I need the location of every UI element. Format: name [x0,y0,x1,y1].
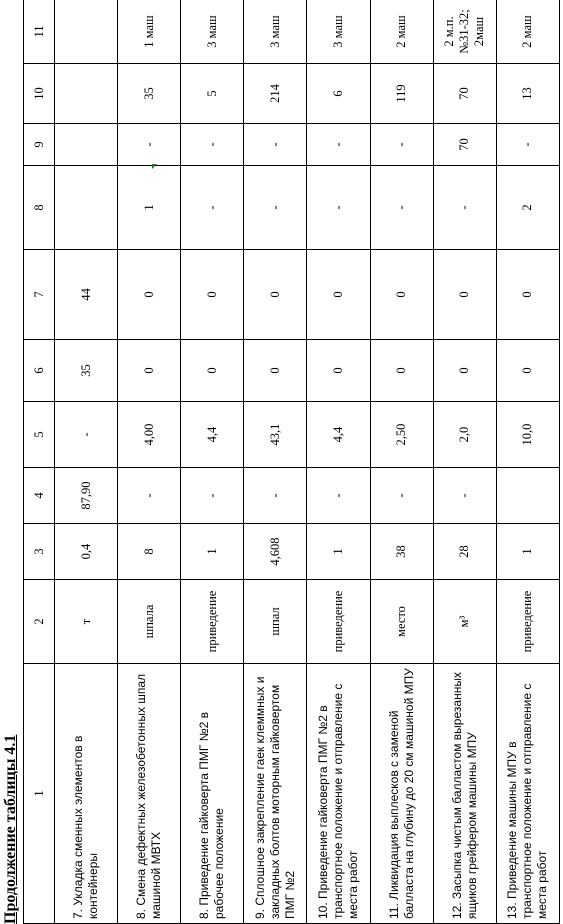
table-cell [55,124,118,166]
table-cell: - [244,468,307,524]
table-cell: 35 [118,64,181,124]
table-cell: 87,90 [55,468,118,524]
table-cell: 2 м.п. №31-32; 2маш [433,0,496,64]
table-cell: место [370,580,433,664]
table-cell: 4,4 [181,402,244,468]
cell-comment-marker [152,164,157,169]
table-cell: 0 [118,250,181,340]
table-cell: - [370,166,433,250]
table-cell: 0 [307,340,370,402]
table-cell: 1 маш [118,0,181,64]
operation-cell: 9. Сплошное закрепление гаек клеммных и закладных болтов моторным гайковертом ПМГ №2 [244,664,307,924]
table-cell: 43,1 [244,402,307,468]
table-cell: - [244,166,307,250]
table-cell: 0 [307,250,370,340]
column-number-7: 7 [24,250,55,340]
table-cell: 3 маш [181,0,244,64]
table-row [307,0,370,924]
table-cell: - [370,124,433,166]
table-cell: 2,0 [433,402,496,468]
table-cell: м³ [433,580,496,664]
table-cell: - [118,124,181,166]
table-cell: т [55,580,118,664]
operation-cell: 13. Приведение машины МПУ в транспортное положение и отправление с места работ [496,664,559,924]
table-cell: 0 [370,340,433,402]
table-cell: 2 [496,166,559,250]
operation-cell: 10. Приведение гайковерта ПМГ №2 в транспортное положение и отправление с места работ [307,664,370,924]
table-cell: - [307,468,370,524]
table-cell: шпала [118,580,181,664]
table-cell [55,0,118,64]
table-cell: приведение [181,580,244,664]
table-cell: 70 [433,64,496,124]
table-row [370,0,433,924]
table-cell: 1 [118,166,181,250]
table-cell: 0 [496,340,559,402]
table-cell: 0 [118,340,181,402]
table-row [433,0,496,924]
column-number-10: 10 [24,64,55,124]
operation-cell: 11. Ликвидация выплесков с заменой балласта на глубину до 20 см машиной МПУ [370,664,433,924]
table-cell: 13 [496,64,559,124]
table-cell: 1 [307,524,370,580]
column-number-8: 8 [24,166,55,250]
table-cell: 1 [181,524,244,580]
table-cell: - [118,468,181,524]
table-cell: 0 [181,250,244,340]
table-cell: - [370,468,433,524]
table-cell: 0,4 [55,524,118,580]
column-number-5: 5 [24,402,55,468]
table-cell: 8 [118,524,181,580]
column-number-4: 4 [24,468,55,524]
table-cell: 0 [496,250,559,340]
table-cell: 119 [370,64,433,124]
table-cell: - [433,166,496,250]
column-number-2: 2 [24,580,55,664]
table-row [244,0,307,924]
table-cell: 2 маш [370,0,433,64]
table-cell: 3 маш [244,0,307,64]
table-cell: 0 [244,250,307,340]
table-cell: 214 [244,64,307,124]
table-cell: - [181,468,244,524]
table-cell: 28 [433,524,496,580]
table-cell: 38 [370,524,433,580]
column-number-11: 11 [24,0,55,64]
table-cell: 1 [496,524,559,580]
table-cell: шпал [244,580,307,664]
table-cell [496,468,559,524]
table-cell [55,166,118,250]
table-cell: 70 [433,124,496,166]
table-cell: 3 маш [307,0,370,64]
table-cell: 35 [55,340,118,402]
table-cell: 44 [55,250,118,340]
table-cell: 4,608 [244,524,307,580]
table-cell: 4,4 [307,402,370,468]
table-cell: 0 [433,250,496,340]
table-row [118,0,181,924]
table-cell: - [307,124,370,166]
table-cell: - [433,468,496,524]
table-cell: 0 [370,250,433,340]
table-cell: - [307,166,370,250]
operation-cell: 12. Засыпка чистым балластом вырезанных ящиков грейфером машины МПУ [433,664,496,924]
table-caption: Продолжение таблицы 4.1 [2,734,19,924]
operation-cell: 7. Укладка сменных элементов в контейнеры [55,664,118,924]
table-cell: 2,50 [370,402,433,468]
table-cell: 4,00 [118,402,181,468]
table-row [181,0,244,924]
table-cell: - [181,124,244,166]
table-cell: приведение [496,580,559,664]
table-cell: 10,0 [496,402,559,468]
table-cell: 5 [181,64,244,124]
table-cell: 0 [433,340,496,402]
column-number-3: 3 [24,524,55,580]
column-number-6: 6 [24,340,55,402]
table-cell: 6 [307,64,370,124]
table-cell: - [181,166,244,250]
table-cell [55,64,118,124]
table-cell: - [496,124,559,166]
column-number-1: 1 [24,664,55,924]
table-cell: 2 маш [496,0,559,64]
column-number-9: 9 [24,124,55,166]
table-cell: - [55,402,118,468]
table-row [55,0,118,924]
table-row [496,0,559,924]
header-row [24,0,55,924]
table-cell: 0 [244,340,307,402]
table-cell: приведение [307,580,370,664]
table-cell: - [244,124,307,166]
operation-cell: 8. Приведение гайковерта ПМГ №2 в рабочее положение [181,664,244,924]
table-cell: 0 [181,340,244,402]
operation-cell: 8. Смена дефектных железобетонных шпал машиной МВТХ [118,664,181,924]
work-table [23,0,560,924]
